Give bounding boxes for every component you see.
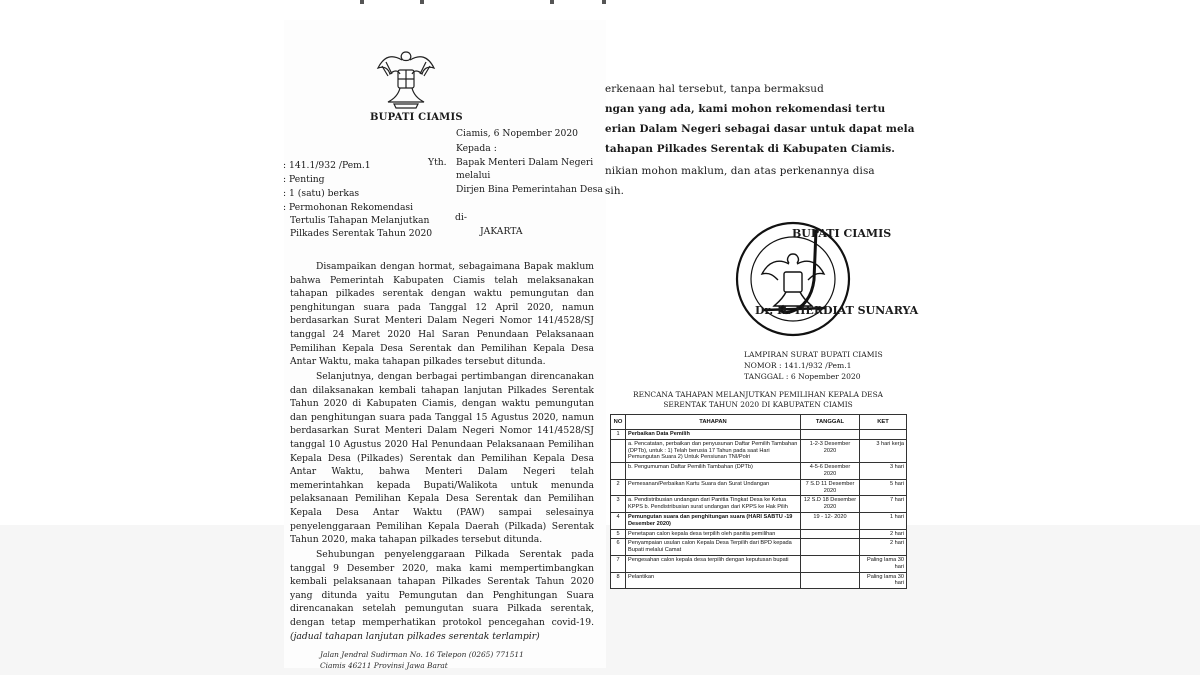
letter-text-line: sih. <box>605 185 625 197</box>
table-cell-tahapan: Penyampaian usulan calon Kepala Desa Terpilih dari BPD kepada Bupati melalui Camat <box>626 539 801 556</box>
table-row <box>611 529 907 539</box>
table-cell-tanggal <box>801 555 860 572</box>
cropped-text-fragment <box>320 0 620 6</box>
table-cell-tanggal <box>801 539 860 556</box>
table-cell-tahapan: Pemesanan/Perbaikan Kartu Suara dan Surat Undangan <box>626 479 801 496</box>
schedule-table <box>610 414 907 589</box>
table-row <box>611 479 907 496</box>
table-cell-tahapan: Pengesahan calon kepala desa terpilih dengan keputusan bupati <box>626 555 801 572</box>
table-row <box>611 430 907 440</box>
table-cell-ket <box>860 430 907 440</box>
column-header-no: NO <box>611 415 626 430</box>
table-cell-ket: 1 hari <box>860 512 907 529</box>
garuda-emblem-icon <box>376 46 436 110</box>
column-header-tanggal: TANGGAL <box>801 415 860 430</box>
letter-text-line: erian Dalam Negeri sebagai dasar untuk dapat mela <box>605 123 915 135</box>
letter-text-line: tahapan Pilkades Serentak di Kabupaten Ciamis. <box>605 143 896 155</box>
yth-label: Yth. <box>428 157 447 168</box>
table-row <box>611 555 907 572</box>
table-cell-ket: 3 hari kerja <box>860 439 907 462</box>
recipient-line: melalui <box>456 170 491 181</box>
table-cell-no: 6 <box>611 539 626 556</box>
letter-number: : 141.1/932 /Pem.1 <box>283 160 371 171</box>
paragraph-italic-note: (jadual tahapan lanjutan pilkades serentak terlampir) <box>290 630 540 642</box>
letterhead-title: BUPATI CIAMIS <box>370 112 463 123</box>
place-date: Ciamis, 6 Nopember 2020 <box>456 128 579 139</box>
letter-paragraph <box>290 548 594 643</box>
table-cell-tanggal: 7 S.D 11 Desember 2020 <box>801 479 860 496</box>
appendix-heading: LAMPIRAN SURAT BUPATI CIAMIS <box>744 350 883 359</box>
footer-line: Jalan Jendral Sudirman No. 16 Telepon (0265) 771511 <box>320 650 524 659</box>
schedule-title: RENCANA TAHAPAN MELANJUTKAN PEMILIHAN KEPALA DESA <box>633 390 883 399</box>
letter-text-line: erkenaan hal tersebut, tanpa bermaksud <box>605 83 824 95</box>
column-header-tahapan: TAHAPAN <box>626 415 801 430</box>
table-cell-ket: Paling lama 30 hari <box>860 555 907 572</box>
table-row <box>611 539 907 556</box>
letter-paragraph: Disampaikan dengan hormat, sebagaimana Bapak maklum bahwa Pemerintah Kabupaten Ciamis telah melaksanakan tahapan pilkades serentak dengan waktu pemungutan dan penghitungan suara pada Tanggal 12 April 2020, namun berdasarkan Surat Menteri Dalam Negeri Nomor 141/4528/SJ tanggal 24 Maret 2020 Hal Saran Penundaan Pelaksanaan Pemilihan Kepala Desa Serentak dan Pemilihan Kepala Desa Antar Waktu, maka tahapan pilkades tersebut ditunda. <box>290 261 594 368</box>
table-row <box>611 572 907 589</box>
table-cell-ket: 2 hari <box>860 529 907 539</box>
table-cell-no: 5 <box>611 529 626 539</box>
table-cell-tahapan: Pemungutan suara dan penghitungan suara (HARI SABTU -19 Desember 2020) <box>626 512 801 529</box>
table-cell-tahapan: b. Pengumuman Daftar Pemilih Tambahan (DPTb) <box>626 463 801 480</box>
paragraph-text: Sehubungan penyelenggaraan Pilkada Serentak pada tanggal 9 Desember 2020, maka kami mempertimbangkan kembali pelaksanaan tahapan Pilkades Serentak Tahun 2020 yang ditunda yaitu Pemungutan dan Penghitungan Suara direncanakan setelah pemungutan suara Pilkada serentak, dengan tetap memperhatikan protokol pencegahan covid-19. <box>290 549 594 628</box>
letter-text-line: nikian mohon maklum, dan atas perkenannya disa <box>605 165 875 177</box>
letter-priority: : Penting <box>283 174 325 185</box>
table-cell-tanggal <box>801 529 860 539</box>
letter-subject: : Permohonan Rekomendasi <box>283 202 414 213</box>
appendix-date: TANGGAL : 6 Nopember 2020 <box>744 372 861 381</box>
table-cell-tahapan: a. Pendistribusian undangan dari Panitia Tingkat Desa ke Ketua KPPS b. Pendistribusian surat undangan dari KPPS ke Hak Pilih <box>626 496 801 513</box>
table-cell-tanggal: 19 - 12- 2020 <box>801 512 860 529</box>
letter-text-line: ngan yang ada, kami mohon rekomendasi tertu <box>605 103 886 115</box>
table-cell-ket: 7 hari <box>860 496 907 513</box>
column-header-ket: KET <box>860 415 907 430</box>
table-header-row <box>611 415 907 430</box>
letter-footer-address <box>320 650 524 671</box>
table-cell-ket: 2 hari <box>860 539 907 556</box>
table-cell-tanggal <box>801 430 860 440</box>
table-cell-no: 3 <box>611 496 626 513</box>
table-cell-no: 8 <box>611 572 626 589</box>
table-cell-no: 1 <box>611 430 626 440</box>
table-row <box>611 496 907 513</box>
schedule-title: SERENTAK TAHUN 2020 DI KABUPATEN CIAMIS <box>663 400 853 409</box>
kepada-label: Kepada : <box>456 143 497 154</box>
signature-title: BUPATI CIAMIS <box>792 227 892 240</box>
table-cell-no <box>611 463 626 480</box>
destination-city: JAKARTA <box>480 226 523 237</box>
table-cell-tahapan: Penetapan calon kepala desa terpilih oleh panitia pemilihan <box>626 529 801 539</box>
table-cell-tanggal: 4-5-6 Desember 2020 <box>801 463 860 480</box>
table-cell-tanggal <box>801 572 860 589</box>
table-cell-no <box>611 439 626 462</box>
table-row <box>611 439 907 462</box>
table-cell-tahapan: Pelantikan <box>626 572 801 589</box>
letter-subject-line: Tertulis Tahapan Melanjutkan <box>290 215 430 226</box>
table-cell-ket: 5 hari <box>860 479 907 496</box>
di-label: di- <box>455 212 467 223</box>
letter-paragraph: Selanjutnya, dengan berbagai pertimbangan direncanakan dan dilaksanakan kembali tahapan lanjutan Pilkades Serentak Tahun 2020 di Kabupaten Ciamis, dengan waktu pemungutan dan penghitungan suara pada Tanggal 15 Agustus 2020, namun berdasarkan Surat Menteri Dalam Negeri Nomor 141/4528/SJ tanggal 10 Agustus 2020 Hal Penundaan Pelaksanaan Pemilihan Kepala Desa (Pilkades) Serentak dan Pemilihan Kepala Desa Antar Waktu, bahwa Menteri Dalam Negeri telah memerintahkan kepada Bupati/Walikota untuk menunda pelaksanaan Pemilihan Kepala Desa Serentak dan Pemilihan Kepala Desa Antar Waktu (PAW) sampai selesainya penyelenggaraan Pemilihan Kepala Daerah (Pilkada) Serentak Tahun 2020, maka tahapan pilkades tersebut ditunda. <box>290 371 594 546</box>
letter-subject-line: Pilkades Serentak Tahun 2020 <box>290 228 433 239</box>
table-cell-tanggal: 1-2-3 Desember 2020 <box>801 439 860 462</box>
letter-attachment: : 1 (satu) berkas <box>283 188 360 199</box>
table-cell-tanggal: 12 S.D 18 Desember 2020 <box>801 496 860 513</box>
recipient-line: Dirjen Bina Pemerintahan Desa <box>456 184 603 195</box>
footer-line: Ciamis 46211 Provinsi Jawa Barat <box>320 661 448 670</box>
signature-name: Dr. H. HERDIAT SUNARYA <box>755 304 919 317</box>
table-row <box>611 512 907 529</box>
table-cell-tahapan: a. Pencatatan, perbaikan dan penyusunan Daftar Pemilih Tambahan (DPTb), untuk : 1) Telah berusia 17 Tahun pada saat Hari Pemungutan Suara 2) Untuk Pensiunan TNI/Polri <box>626 439 801 462</box>
table-cell-no: 4 <box>611 512 626 529</box>
table-cell-no: 2 <box>611 479 626 496</box>
recipient-line: Bapak Menteri Dalam Negeri <box>456 157 594 168</box>
table-cell-no: 7 <box>611 555 626 572</box>
table-row <box>611 463 907 480</box>
table-cell-tahapan: Perbaikan Data Pemilih <box>626 430 801 440</box>
table-cell-ket: 3 hari <box>860 463 907 480</box>
table-cell-ket: Paling lama 30 hari <box>860 572 907 589</box>
appendix-number: NOMOR : 141.1/932 /Pem.1 <box>744 361 852 370</box>
